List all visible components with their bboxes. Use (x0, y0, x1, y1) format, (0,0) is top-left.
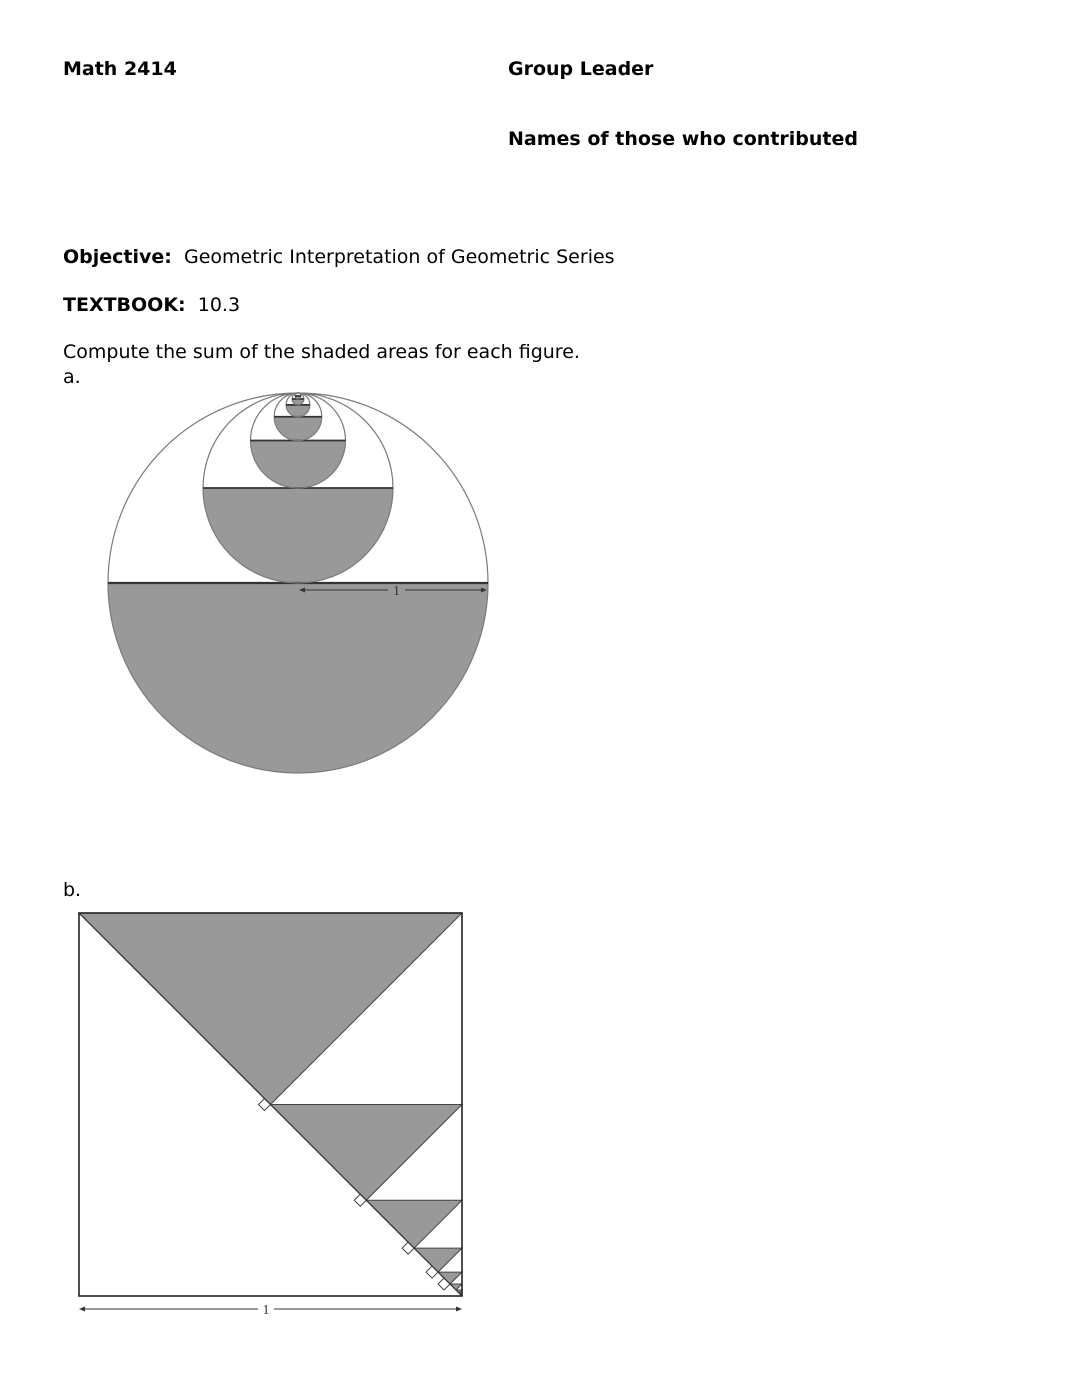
objective-label: Objective: (63, 246, 172, 268)
shaded-triangle-3 (366, 1200, 462, 1248)
textbook-value: 10.3 (197, 294, 241, 316)
shaded-triangle-5 (438, 1272, 462, 1284)
contributors-label: Names of those who contributed (508, 128, 858, 150)
figure-b-label: b. (63, 879, 82, 901)
group-leader-label: Group Leader (508, 58, 654, 80)
shaded-triangle-4 (414, 1248, 462, 1272)
course-title: Math 2414 (63, 58, 177, 80)
shaded-triangle-1 (79, 913, 462, 1105)
objective-value: Geometric Interpretation of Geometric Series (183, 246, 615, 268)
dimension-label: 1 (262, 1303, 270, 1318)
dimension-arrow-left (79, 1307, 85, 1312)
shaded-triangle-6 (450, 1284, 462, 1290)
dimension-arrow-right (456, 1307, 462, 1312)
figure-a-label: a. (63, 366, 81, 388)
instructions-text: Compute the sum of the shaded areas for each figure. (63, 341, 580, 363)
textbook-label: TEXTBOOK: (63, 294, 186, 316)
dimension-label: 1 (393, 584, 400, 599)
shaded-triangle-2 (271, 1105, 463, 1201)
